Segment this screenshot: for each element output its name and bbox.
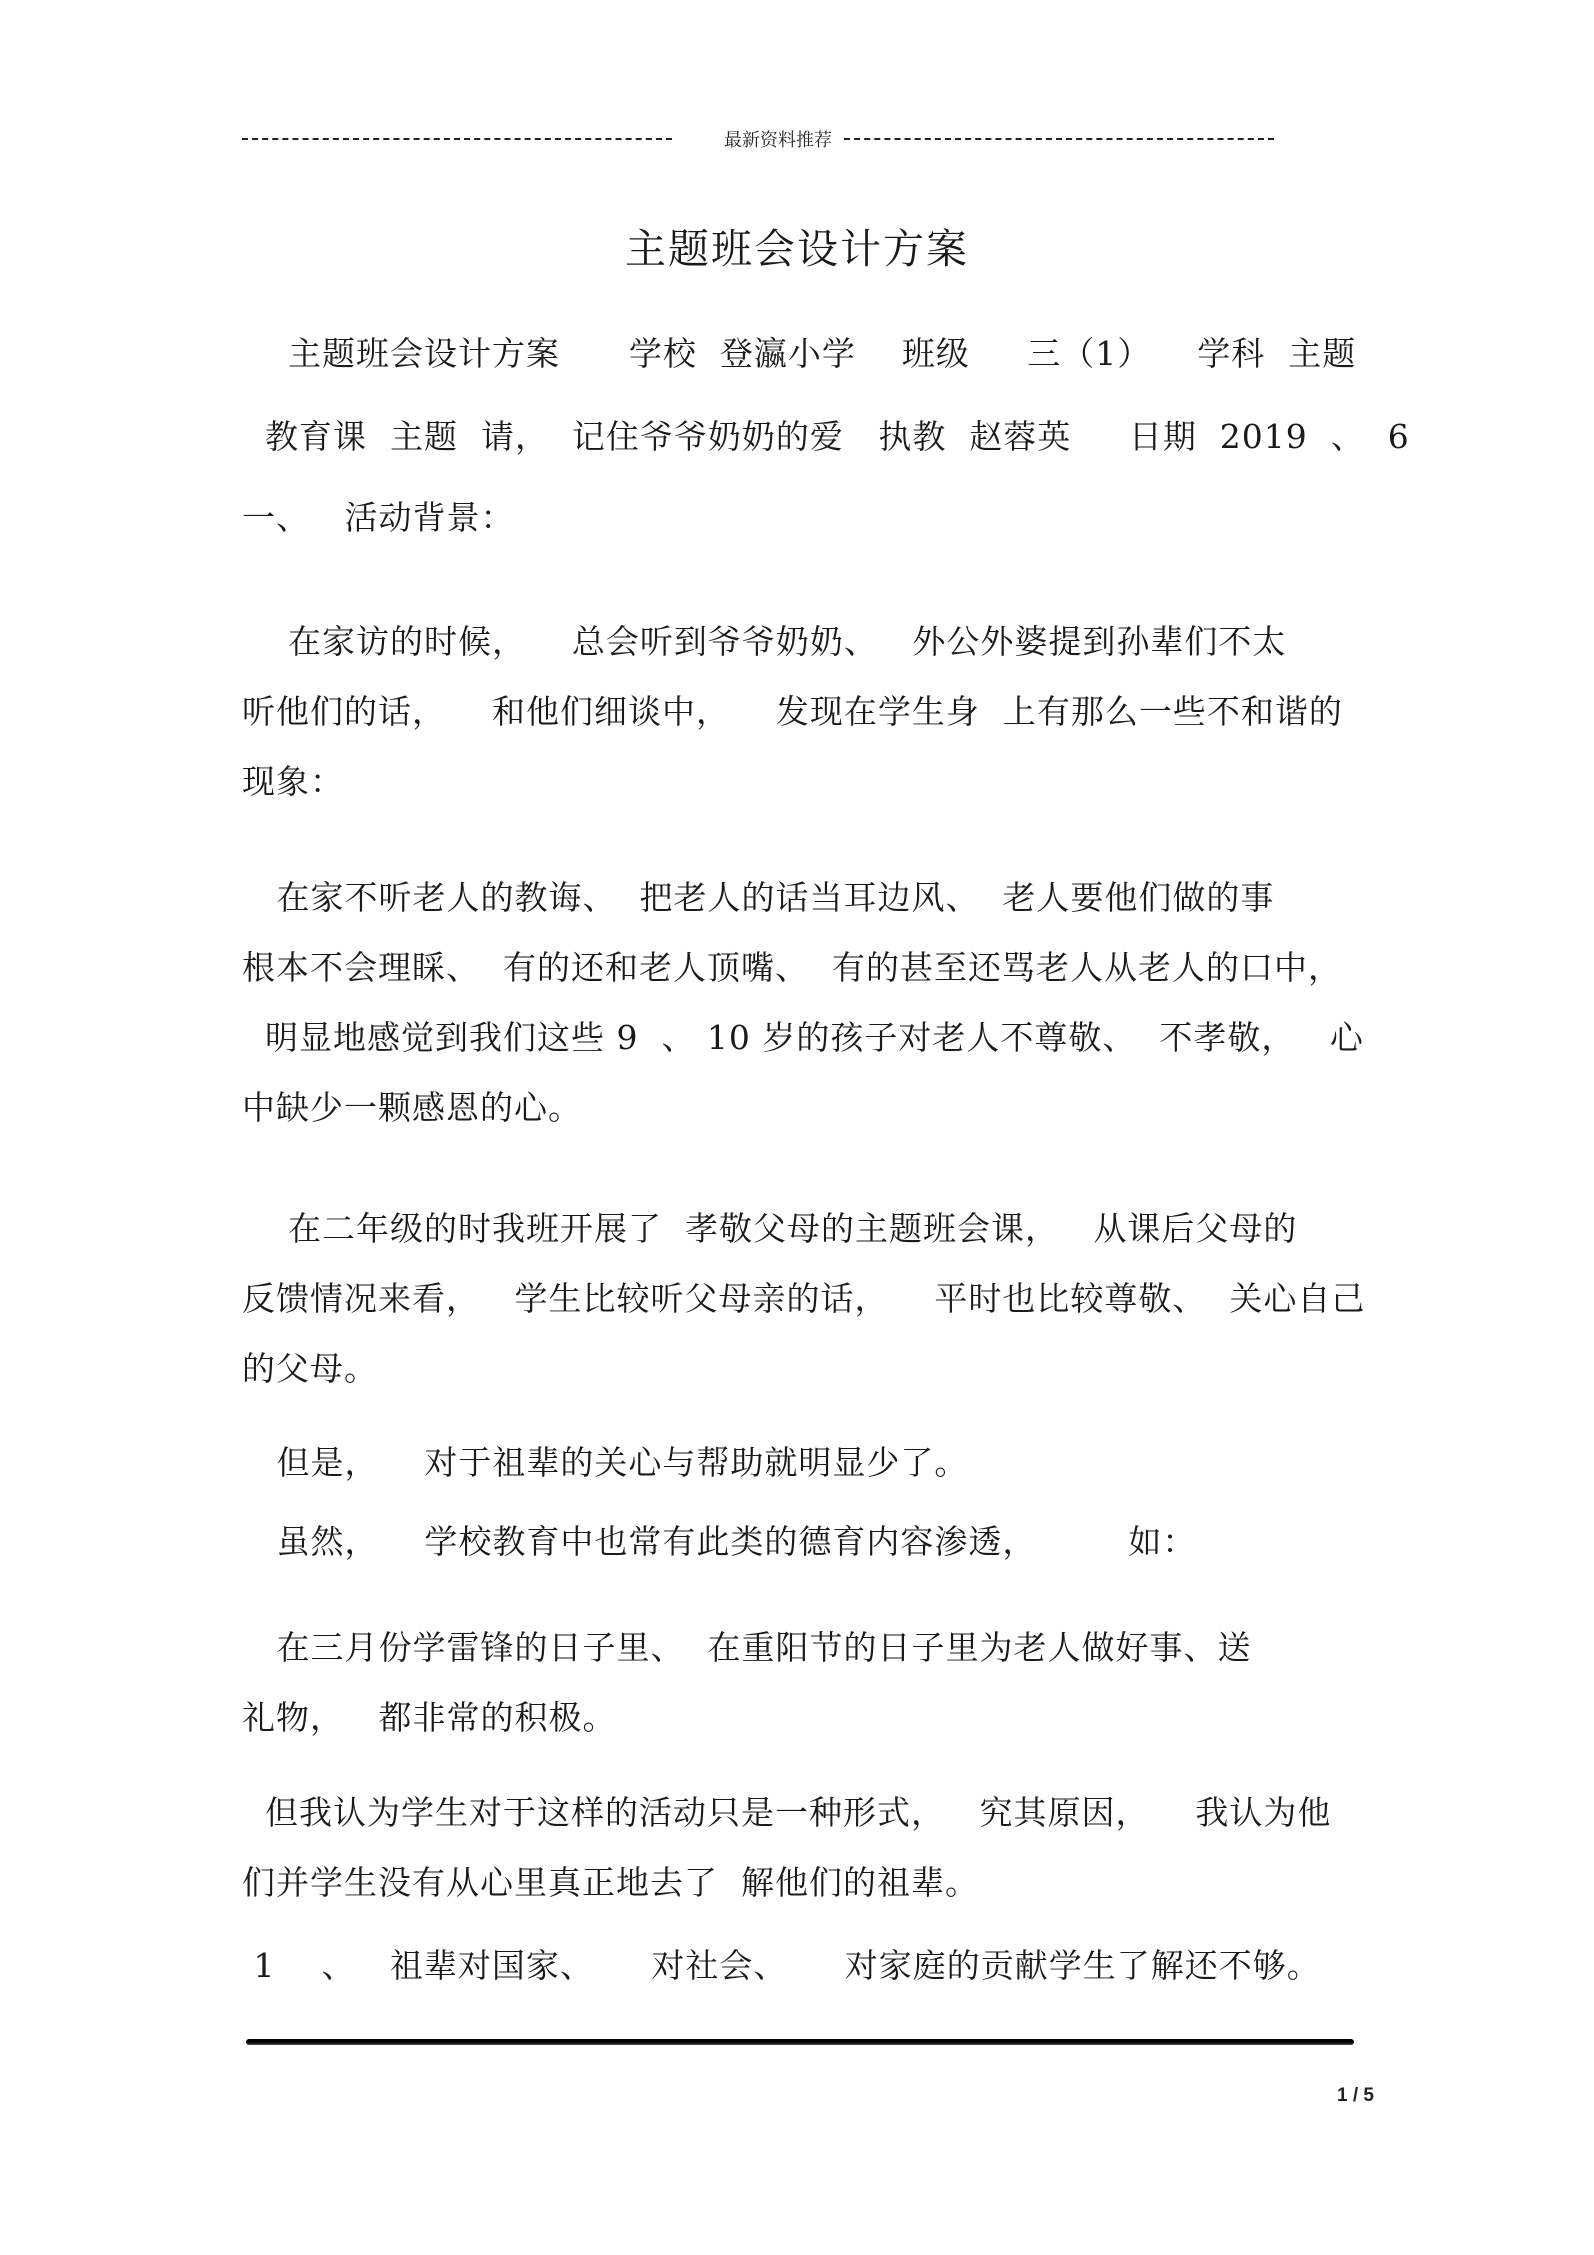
text-line: 在家不听老人的教诲、 把老人的话当耳边风、 老人要他们做的事 (242, 878, 1275, 917)
text-line: 教育课 主题 请， 记住爷爷奶奶的爱 执教 赵蓉英 日期 2019 、 6 (242, 417, 1410, 456)
text-line: 但我认为学生对于这样的活动只是一种形式， 究其原因， 我认为他 (242, 1793, 1332, 1832)
text-line: 在三月份学雷锋的日子里、 在重阳节的日子里为老人做好事、送 (242, 1628, 1252, 1667)
text-line: 在家访的时候， 总会听到爷爷奶奶、 外公外婆提到孙辈们不太 (242, 622, 1287, 661)
text-line: 根本不会理睬、 有的还和老人顶嘴、 有的甚至还骂老人从老人的口中， (242, 948, 1342, 987)
text-line: 但是， 对于祖辈的关心与帮助就明显少了。 (242, 1443, 969, 1482)
text-line: 听他们的话， 和他们细谈中， 发现在学生身 上有那么一些不和谐的 (242, 692, 1343, 731)
section-heading: 一、 活动背景： (242, 498, 515, 537)
footer-rule (246, 2039, 1354, 2045)
text-line: 们并学生没有从心里真正地去了 解他们的祖辈。 (242, 1863, 979, 1902)
text-line: 主题班会设计方案 学校 登瀛小学 班级 三（1） 学科 主题 (242, 334, 1357, 373)
text-line: 明显地感觉到我们这些 9 、 10 岁的孩子对老人不尊敬、 不孝敬， 心 (242, 1018, 1364, 1057)
page-number: 1 / 5 (1337, 2085, 1374, 2106)
text-line: 在二年级的时我班开展了 孝敬父母的主题班会课， 从课后父母的 (242, 1209, 1298, 1248)
text-line: 反馈情况来看， 学生比较听父母亲的话， 平时也比较尊敬、 关心自己 (242, 1279, 1366, 1318)
text-line: 中缺少一颗感恩的心。 (242, 1088, 582, 1127)
text-line: 现象： (242, 762, 344, 801)
header-dash-left (242, 138, 672, 140)
text-line: 的父母。 (242, 1349, 378, 1388)
header-dash-right (844, 138, 1274, 140)
list-item: 1 、 祖辈对国家、 对社会、 对家庭的贡献学生了解还不够。 (242, 1946, 1321, 1985)
page-header (242, 124, 1274, 154)
header-label: 最新资料推荐 (724, 130, 832, 151)
document-title: 主题班会设计方案 (625, 225, 969, 273)
text-line: 虽然， 学校教育中也常有此类的德育内容渗透， 如： (242, 1522, 1197, 1561)
text-line: 礼物， 都非常的积极。 (242, 1698, 617, 1737)
